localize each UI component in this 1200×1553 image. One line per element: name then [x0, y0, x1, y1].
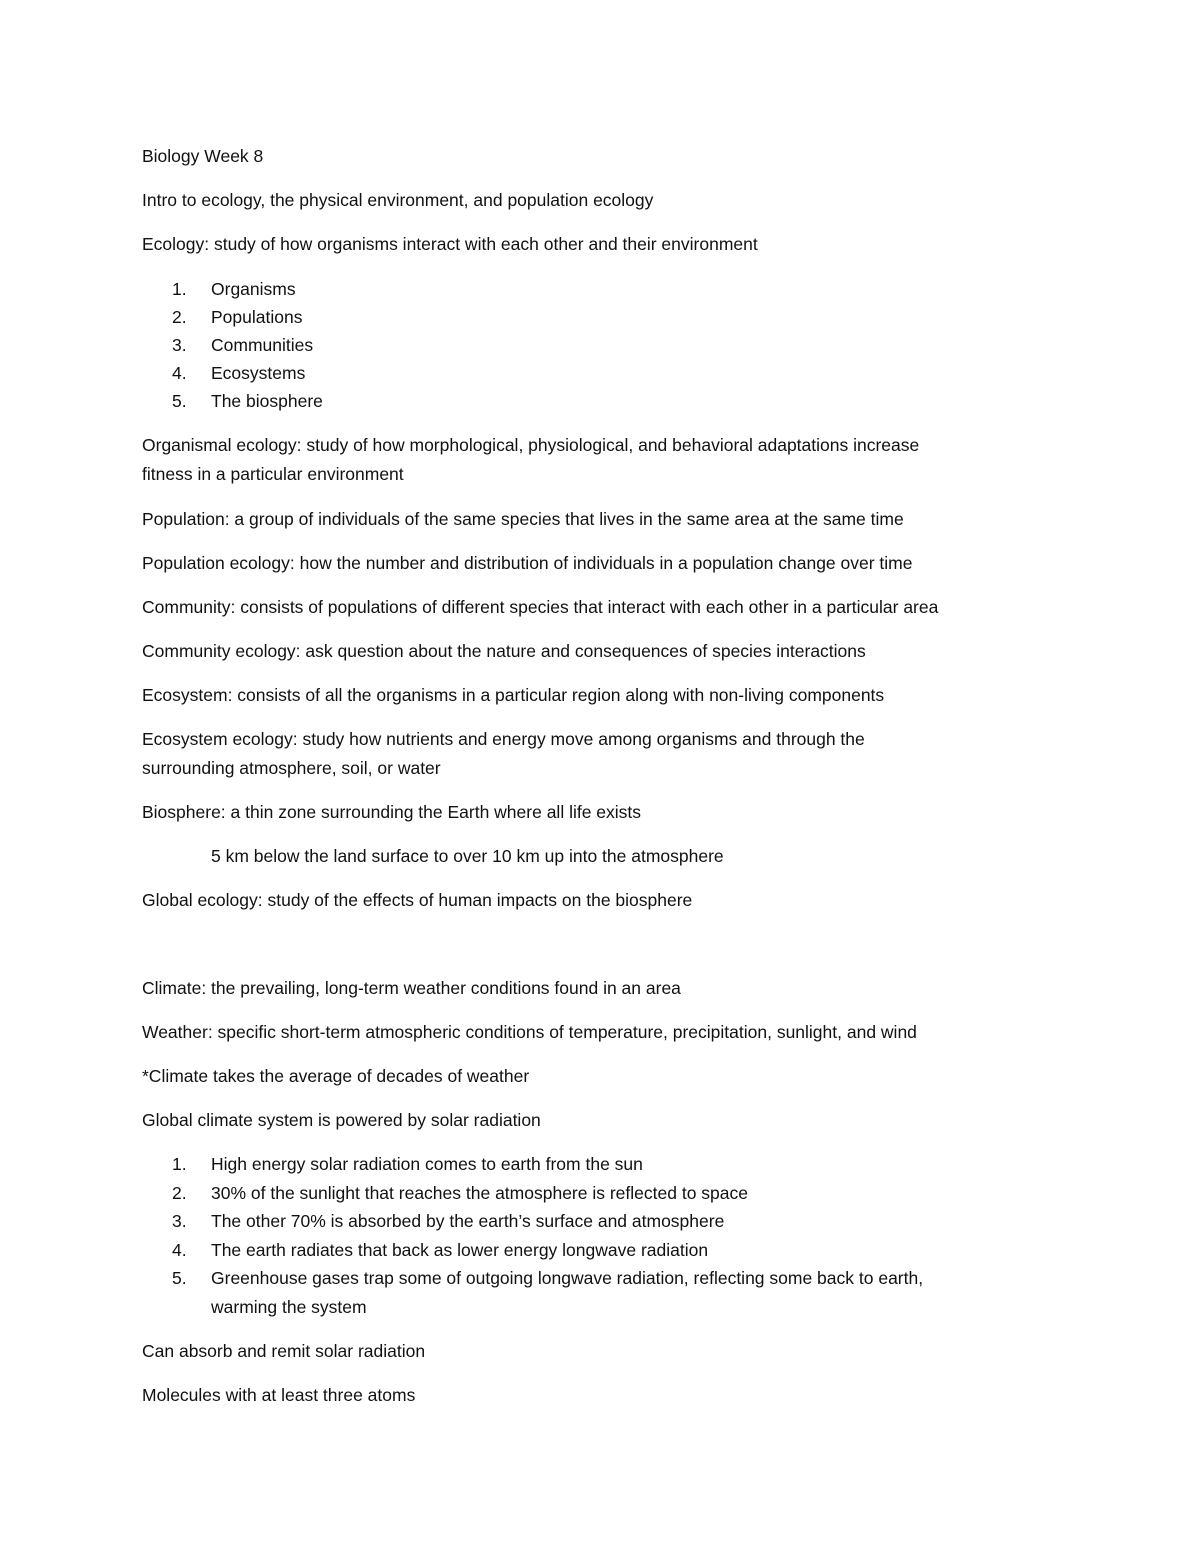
- level-item: Communities: [211, 335, 314, 355]
- step-number: 5.: [172, 1268, 187, 1288]
- climate-note: *Climate takes the average of decades of weather: [142, 1066, 530, 1086]
- absorb-note: Can absorb and remit solar radiation: [142, 1341, 426, 1361]
- ecology-definition: Ecology: study of how organisms interact with each other and their environment: [142, 234, 758, 254]
- population-ecology: Population ecology: how the number and distribution of individuals in a population change over time: [142, 553, 913, 573]
- population-definition: Population: a group of individuals of the same species that lives in the same area at the same time: [142, 509, 904, 529]
- level-number: 1.: [172, 279, 187, 299]
- step-number: 1.: [172, 1154, 187, 1174]
- community-ecology: Community ecology: ask question about the nature and consequences of species interactions: [142, 641, 866, 661]
- document-subtitle: Intro to ecology, the physical environment, and population ecology: [142, 190, 654, 210]
- organismal-ecology-line1: Organismal ecology: study of how morphological, physiological, and behavioral adaptations increase: [142, 435, 920, 455]
- step-number: 2.: [172, 1183, 187, 1203]
- community-definition: Community: consists of populations of different species that interact with each other in a particular area: [142, 597, 939, 617]
- level-item: The biosphere: [211, 391, 323, 411]
- level-item: Organisms: [211, 279, 296, 299]
- climate-definition: Climate: the prevailing, long-term weather conditions found in an area: [142, 978, 681, 998]
- level-number: 5.: [172, 391, 187, 411]
- level-item: Ecosystems: [211, 363, 306, 383]
- step-number: 4.: [172, 1240, 187, 1260]
- radiation-step: Greenhouse gases trap some of outgoing longwave radiation, reflecting some back to earth,: [211, 1268, 924, 1288]
- level-item: Populations: [211, 307, 303, 327]
- radiation-step: 30% of the sunlight that reaches the atmosphere is reflected to space: [211, 1183, 748, 1203]
- global-climate: Global climate system is powered by solar radiation: [142, 1110, 541, 1130]
- document-title: Biology Week 8: [142, 146, 264, 166]
- ecosystem-ecology-line1: Ecosystem ecology: study how nutrients and energy move among organisms and through the: [142, 729, 865, 749]
- organismal-ecology-line2: fitness in a particular environment: [142, 464, 404, 484]
- biosphere-range: 5 km below the land surface to over 10 km up into the atmosphere: [211, 846, 724, 866]
- ecosystem-definition: Ecosystem: consists of all the organisms in a particular region along with non-living components: [142, 685, 885, 705]
- radiation-step-continuation: warming the system: [211, 1297, 367, 1317]
- weather-definition: Weather: specific short-term atmospheric conditions of temperature, precipitation, sunlight, and wind: [142, 1022, 917, 1042]
- radiation-step: The earth radiates that back as lower energy longwave radiation: [211, 1240, 709, 1260]
- level-number: 2.: [172, 307, 187, 327]
- molecules-note: Molecules with at least three atoms: [142, 1385, 416, 1405]
- global-ecology: Global ecology: study of the effects of human impacts on the biosphere: [142, 890, 693, 910]
- level-number: 3.: [172, 335, 187, 355]
- ecosystem-ecology-line2: surrounding atmosphere, soil, or water: [142, 758, 441, 778]
- biosphere-definition: Biosphere: a thin zone surrounding the Earth where all life exists: [142, 802, 642, 822]
- step-number: 3.: [172, 1211, 187, 1231]
- level-number: 4.: [172, 363, 187, 383]
- radiation-step: The other 70% is absorbed by the earth’s surface and atmosphere: [211, 1211, 725, 1231]
- radiation-step: High energy solar radiation comes to earth from the sun: [211, 1154, 643, 1174]
